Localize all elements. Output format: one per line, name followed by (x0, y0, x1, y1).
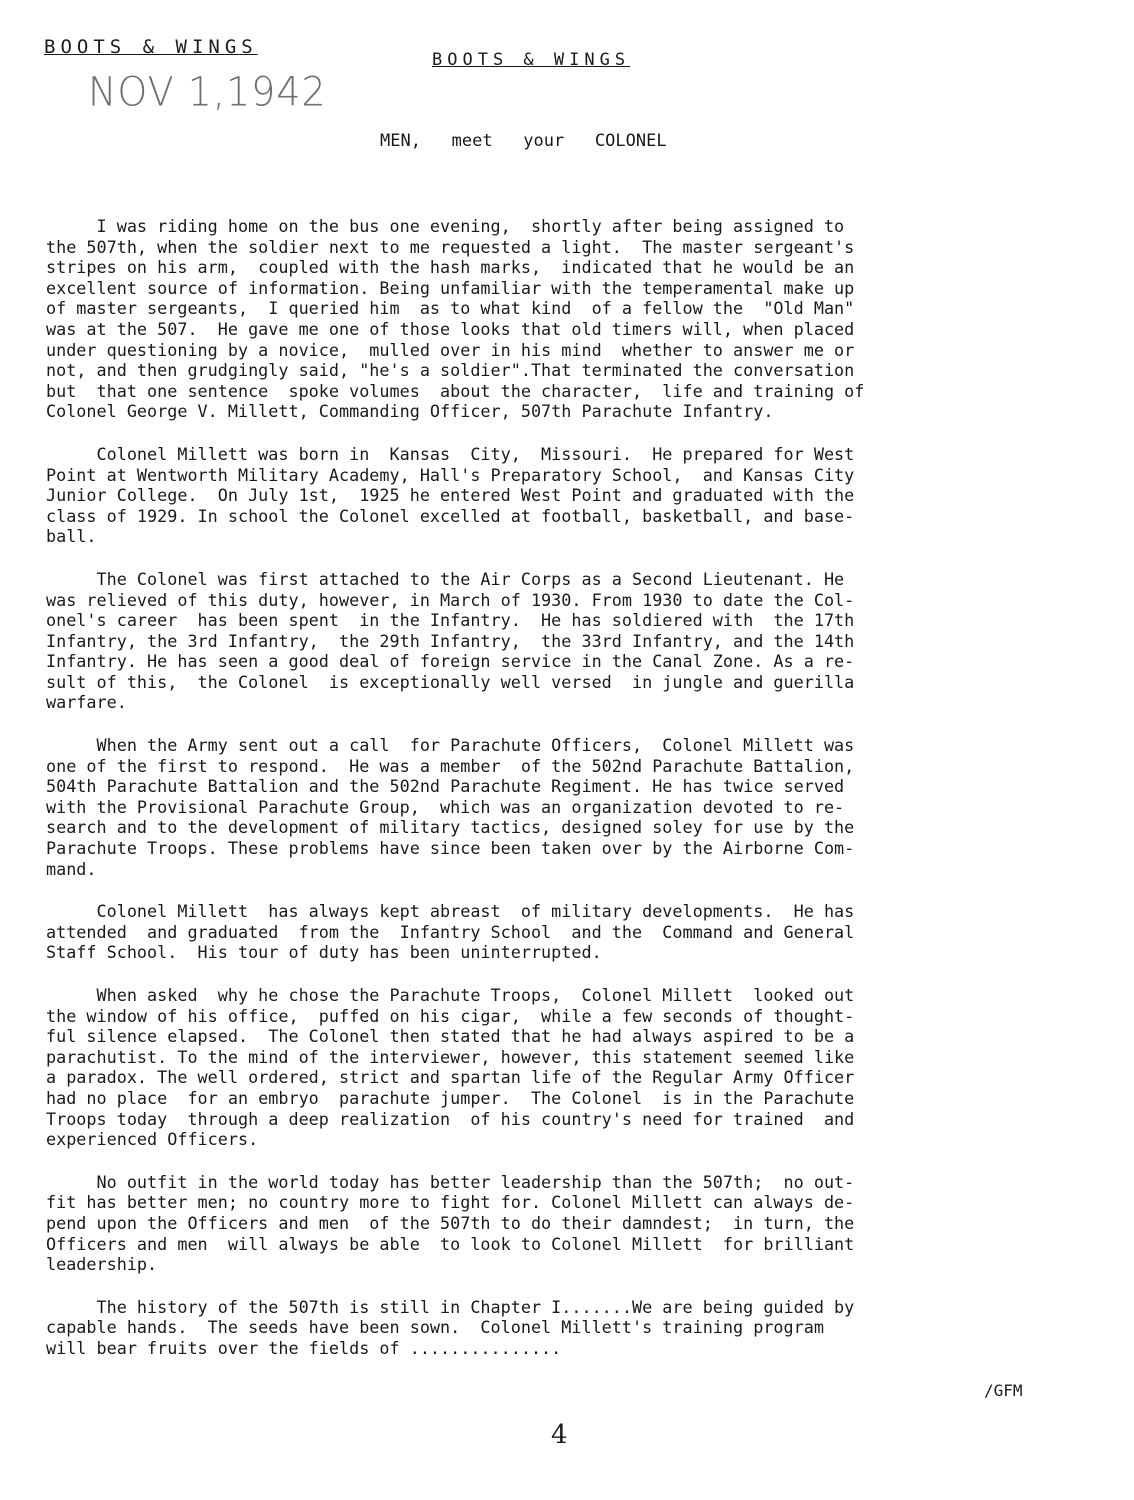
text-line: Troops today through a deep realization of his country's need for trained and (46, 1108, 855, 1129)
text-line: No outfit in the world today has better leadership than the 507th; no out- (46, 1171, 855, 1192)
text-line: Parachute Troops. These problems have since been taken over by the Airborne Com- (46, 838, 855, 859)
text-line: warfare. (46, 692, 127, 713)
text-line: pend upon the Officers and men of the 507th to do their damndest; in turn, the (46, 1212, 855, 1233)
text-line: stripes on his arm, coupled with the hash marks, indicated that he would be an (46, 257, 855, 278)
text-line: ball. (46, 526, 97, 547)
text-line: with the Provisional Parachute Group, which was an organization devoted to re- (46, 796, 845, 817)
text-line: class of 1929. In school the Colonel excelled at football, basketball, and base- (46, 505, 855, 526)
text-line: capable hands. The seeds have been sown. Colonel Millett's training program (46, 1317, 824, 1338)
paragraph (46, 985, 1112, 1150)
text-line: experienced Officers. (46, 1129, 259, 1150)
text-line: When asked why he chose the Parachute Troops, Colonel Millett looked out (46, 985, 855, 1005)
text-line: the window of his office, puffed on his cigar, while a few seconds of thought- (46, 1005, 855, 1026)
text-line: Point at Wentworth Military Academy, Hall's Preparatory School, and Kansas City (46, 464, 855, 485)
text-line: attended and graduated from the Infantry School and the Command and General (46, 921, 855, 942)
text-line: Infantry, the 3rd Infantry, the 29th Infantry, the 33rd Infantry, and the 14th (46, 630, 855, 651)
paragraph (46, 569, 1112, 713)
text-line: a paradox. The well ordered, strict and spartan life of the Regular Army Officer (46, 1067, 855, 1088)
article-body (46, 216, 1112, 1381)
text-line: mand. (46, 858, 97, 879)
text-line: Colonel Millett has always kept abreast of military developments. He has (46, 901, 855, 922)
paragraph (46, 735, 1112, 879)
text-line: leadership. (46, 1254, 158, 1275)
text-line: of master sergeants, I queried him as to what kind of a fellow the "Old Man" (46, 298, 855, 319)
paragraph (46, 901, 1112, 963)
text-line: will bear fruits over the fields of ............... (46, 1337, 562, 1358)
text-line: had no place for an embryo parachute jumper. The Colonel is in the Parachute (46, 1087, 855, 1108)
text-line: Staff School. His tour of duty has been uninterrupted. (46, 942, 602, 963)
page-title: BOOTS & WINGS (432, 50, 631, 70)
text-line: under questioning by a novice, mulled over in his mind whether to answer me or (46, 339, 855, 360)
text-line: parachutist. To the mind of the interviewer, however, this statement seemed like (46, 1046, 855, 1067)
paragraph (46, 444, 1112, 547)
text-line: but that one sentence spoke volumes about the character, life and training of (46, 380, 865, 401)
text-line: Colonel Millett was born in Kansas City, Missouri. He prepared for West (46, 443, 855, 464)
text-line: ful silence elapsed. The Colonel then stated that he had always aspired to be a (46, 1026, 855, 1047)
text-line: fit has better men; no country more to fight for. Colonel Millett can always de- (46, 1192, 855, 1213)
text-line: the 507th, when the soldier next to me requested a light. The master sergeant's (46, 236, 855, 257)
text-line: I was riding home on the bus one evening, shortly after being assigned to (46, 216, 845, 236)
article-title: MEN, meet your COLONEL (380, 131, 667, 151)
text-line: Junior College. On July 1st, 1925 he entered West Point and graduated with the (46, 485, 855, 506)
text-line: Officers and men will always be able to look to Colonel Millett for brilliant (46, 1233, 855, 1254)
author-signature: /GFM (984, 1381, 1023, 1400)
text-line: 504th Parachute Battalion and the 502nd Parachute Regiment. He has twice served (46, 776, 845, 797)
text-line: excellent source of information. Being unfamiliar with the temperamental make up (46, 277, 855, 298)
text-line: The Colonel was first attached to the Air Corps as a Second Lieutenant. He (46, 568, 845, 589)
text-line: When the Army sent out a call for Parachute Officers, Colonel Millett was (46, 735, 855, 756)
text-line: The history of the 507th is still in Chapter I.......We are being guided by (46, 1296, 855, 1317)
text-line: sult of this, the Colonel is exceptionally well versed in jungle and guerilla (46, 671, 855, 692)
text-line: search and to the development of military tactics, designed soley for use by the (46, 817, 855, 838)
text-line: was at the 507. He gave me one of those looks that old timers will, when placed (46, 318, 855, 339)
stamp-date: NOV 1,1942 (88, 68, 327, 116)
text-line: not, and then grudgingly said, "he's a soldier".That terminated the conversation (46, 360, 855, 381)
paragraph (46, 216, 1112, 422)
stamp-title: BOOTS & WINGS (44, 36, 258, 58)
text-line: Colonel George V. Millett, Commanding Officer, 507th Parachute Infantry. (46, 401, 774, 422)
text-line: onel's career has been spent in the Infantry. He has soldiered with the 17th (46, 610, 855, 631)
paragraph (46, 1297, 1112, 1359)
text-line: one of the first to respond. He was a member of the 502nd Parachute Battalion, (46, 755, 855, 776)
text-line: Infantry. He has seen a good deal of foreign service in the Canal Zone. As a re- (46, 651, 855, 672)
page-number: 4 (551, 1420, 568, 1450)
text-line: was relieved of this duty, however, in March of 1930. From 1930 to date the Col- (46, 589, 855, 610)
paragraph (46, 1172, 1112, 1275)
